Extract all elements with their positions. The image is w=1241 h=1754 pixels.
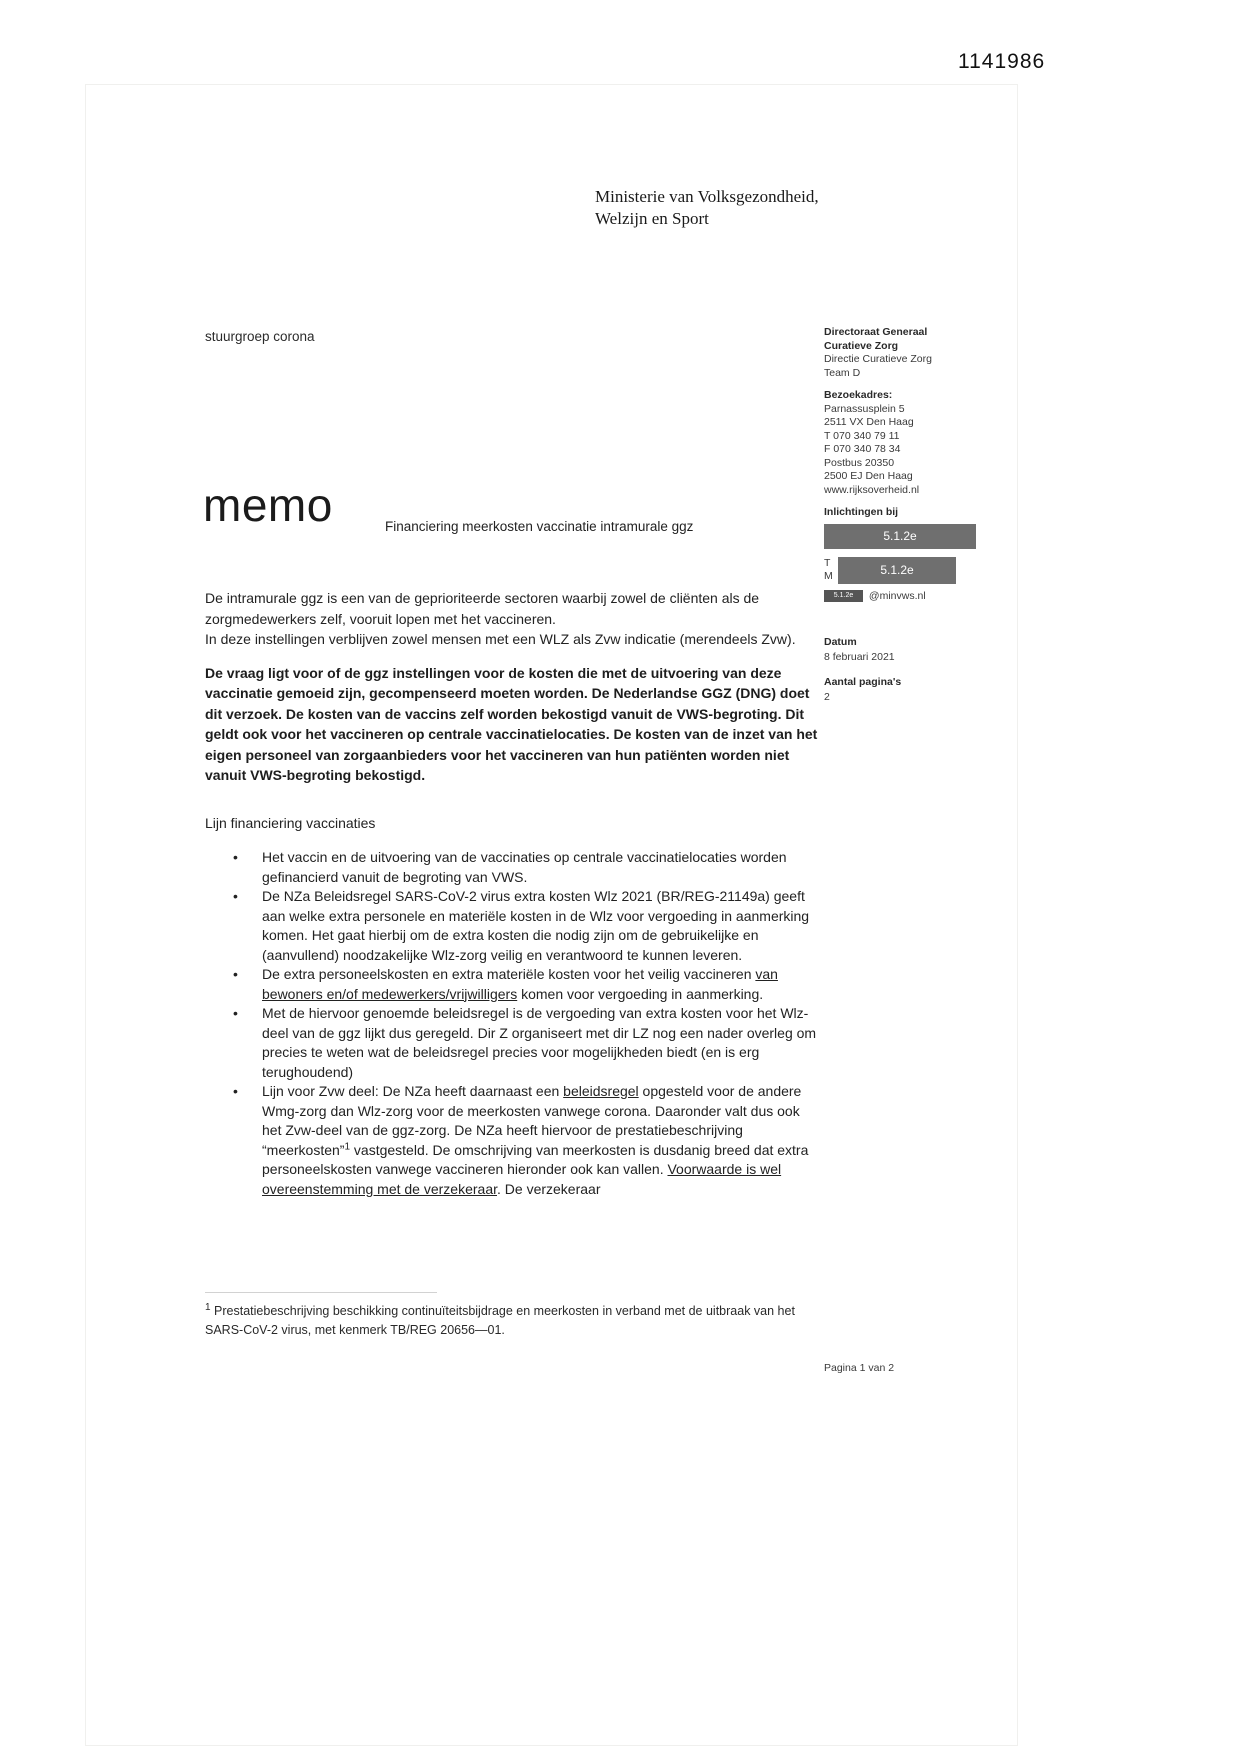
phone-m-label: M xyxy=(824,569,833,582)
address-line: Parnassusplein 5 xyxy=(824,402,905,415)
memo-title: memo xyxy=(203,479,333,531)
redaction-box-email: 5.1.2e xyxy=(824,590,863,602)
sidebar-address-block xyxy=(824,389,1020,497)
date-value: 8 februari 2021 xyxy=(824,651,895,664)
date-label: Datum xyxy=(824,635,857,648)
recipient: stuurgroep corona xyxy=(205,329,315,344)
sidebar-pages-block xyxy=(824,676,1020,705)
org-directie: Directie Curatieve Zorg xyxy=(824,353,932,365)
sidebar-inquiries-block xyxy=(824,506,1020,549)
address-line: T 070 340 79 11 xyxy=(824,429,900,442)
memo-subject: Financiering meerkosten vaccinatie intramurale ggz xyxy=(385,519,694,534)
intro-paragraph-1: De intramurale ggz is een van de geprioriteerde sectoren waarbij zowel de cliënten als de zorgmedewerkers zelf, vooruit lopen met het vaccineren. xyxy=(205,590,760,627)
footnote-marker: 1 xyxy=(205,1301,211,1313)
intro-paragraph-2: In deze instellingen verblijven zowel mensen met een WLZ als Zvw indicatie (merendeels Zvw). xyxy=(205,631,796,647)
sidebar-org-block xyxy=(824,326,1020,380)
ministry-line-1: Ministerie van Volksgezondheid, xyxy=(595,187,819,206)
redaction-box-name: 5.1.2e xyxy=(824,524,976,549)
org-name-line-2: Curatieve Zorg xyxy=(824,339,899,352)
page-indicator: Pagina 1 van 2 xyxy=(824,1362,895,1374)
memo-body xyxy=(205,588,821,1199)
sidebar-date-block xyxy=(824,636,1020,665)
visit-address-label: Bezoekadres: xyxy=(824,389,893,401)
phone-letters xyxy=(824,557,833,583)
footnote-body: Prestatiebeschrijving beschikking continuïteitsbijdrage en meerkosten in verband met de uitbraak van het SARS-CoV-2 virus, met kenmerk TB/REG 20656—01. xyxy=(205,1304,795,1337)
address-line: F 070 340 78 34 xyxy=(824,443,901,455)
bold-paragraph: De vraag ligt voor of de ggz instellingen voor de kosten die met de uitvoering van deze vaccinatie gemoeid zijn, gecompenseerd moeten worden. De Nederlandse GGZ (DNG) doet dit verzoek. De kosten van de vaccins zelf worden bekostigd vanuit de VWS-begroting. Dit geldt ook voor het vaccineren op centrale vaccinatielocaties. De kosten van de inzet van het eigen personeel van zorgaanbieders voor het vaccineren van hun patiënten worden niet vanuit VWS-begroting bekostigd. xyxy=(205,664,818,783)
bullet-item: • Met de hiervoor genoemde beleidsregel is de vergoeding van extra kosten voor het Wlz-deel van de ggz lijkt dus geregeld. Dir Z organiseert met dir LZ nog een nader overleg om precies te weten wat de beleidsregel precies voor mogelijkheden biedt (en is erg terughoudend) xyxy=(205,1004,821,1082)
redaction-box-phone: 5.1.2e xyxy=(838,557,956,584)
address-line: 2500 EJ Den Haag xyxy=(824,470,913,482)
footnote xyxy=(205,1292,825,1339)
pages-label: Aantal pagina's xyxy=(824,675,902,688)
org-team: Team D xyxy=(824,366,861,379)
org-name-line-1: Directoraat Generaal xyxy=(824,326,928,338)
sidebar xyxy=(824,326,1020,705)
bullet-item: • De extra personeelskosten en extra materiële kosten voor het veilig vaccineren van bewoners en/of medewerkers/vrijwilligers komen voor vergoeding in aanmerking. xyxy=(205,965,821,1004)
bullet-item: • De NZa Beleidsregel SARS-CoV-2 virus extra kosten Wlz 2021 (BR/REG-21149a) geeft aan welke extra personele en materiële kosten in de Wlz voor vergoeding in aanmerking komen. Het gaat hierbij om de extra kosten die nodig zijn om de gebruikelijke en (aanvullend) noodzakelijke Wlz-zorg veilig en verantwoord te kunnen leveren. xyxy=(205,887,821,965)
document-number: 1141986 xyxy=(958,50,1046,73)
pages-value: 2 xyxy=(824,691,830,704)
website-link: www.rijksoverheid.nl xyxy=(824,483,920,496)
inquiries-label: Inlichtingen bij xyxy=(824,506,899,518)
list-heading: Lijn financiering vaccinaties xyxy=(205,814,376,831)
bullet-list xyxy=(205,848,821,1199)
email-domain: @minvws.nl xyxy=(868,589,926,602)
ministry-line-2: Welzijn en Sport xyxy=(595,209,709,228)
bullet-item: • Het vaccin en de uitvoering van de vaccinaties op centrale vaccinatielocaties worden gefinancierd vanuit de begroting van VWS. xyxy=(205,848,821,887)
footnote-rule xyxy=(205,1292,437,1293)
footnote-text xyxy=(205,1302,825,1339)
sidebar-phone-block xyxy=(824,557,1020,587)
phone-t-label: T xyxy=(824,556,831,569)
sidebar-email-row xyxy=(824,590,1020,604)
bullet-item: • Lijn voor Zvw deel: De NZa heeft daarnaast een beleidsregel opgesteld voor de andere Wmg-zorg dan Wlz-zorg voor de meerkosten vanwege corona. Daaronder valt dus ook het Zvw-deel van de ggz-zorg. De NZa heeft hiervoor de prestatiebeschrijving “meerkosten”$^1$ vastgesteld. De omschrijving van meerkosten is dusdanig breed dat extra personeelskosten vanwege vaccineren hieronder ook kan vallen. Voorwaarde is wel overeenstemming met de verzekeraar. De verzekeraar xyxy=(205,1082,821,1199)
address-line: 2511 VX Den Haag xyxy=(824,416,914,428)
address-line: Postbus 20350 xyxy=(824,456,895,469)
ministry-header xyxy=(595,186,819,230)
